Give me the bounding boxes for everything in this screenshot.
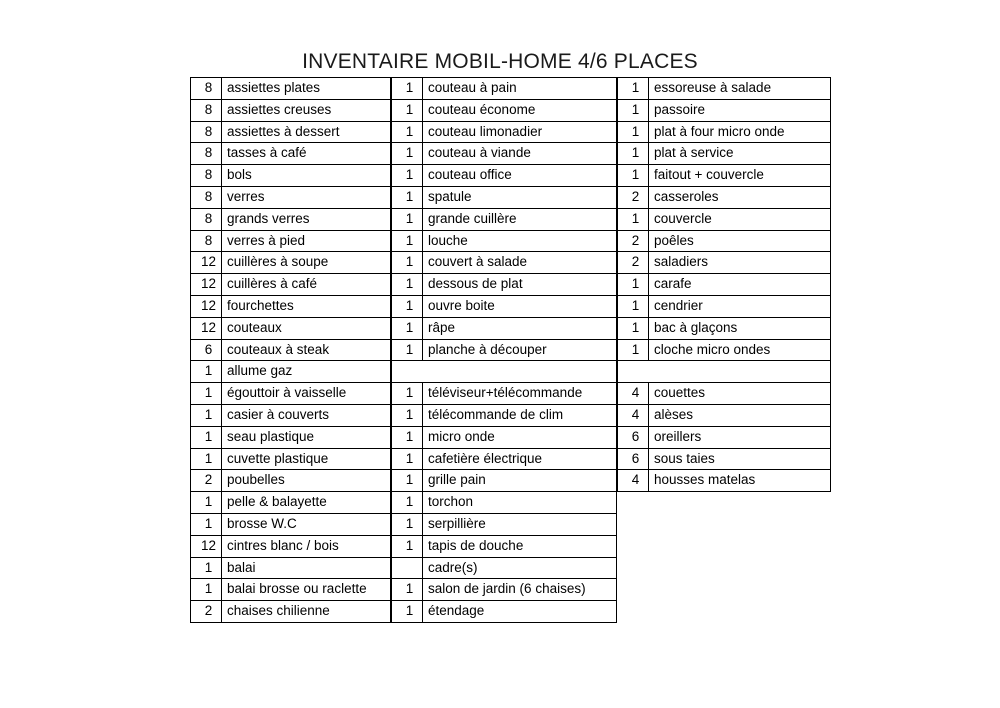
quantity-cell: 1 bbox=[191, 579, 222, 601]
quantity-cell: 8 bbox=[191, 143, 222, 165]
item-label-cell: cafetière électrique bbox=[423, 448, 617, 470]
item-label-cell: poubelles bbox=[222, 470, 391, 492]
quantity-cell: 2 bbox=[618, 252, 649, 274]
item-label-cell: oreillers bbox=[649, 426, 831, 448]
table-row bbox=[392, 208, 617, 230]
quantity-cell: 8 bbox=[191, 121, 222, 143]
quantity-cell: 2 bbox=[618, 230, 649, 252]
quantity-cell: 8 bbox=[191, 186, 222, 208]
table-spacer-row bbox=[392, 361, 617, 383]
quantity-cell: 2 bbox=[191, 601, 222, 623]
quantity-cell: 8 bbox=[191, 230, 222, 252]
table-spacer-row bbox=[618, 361, 831, 383]
table-row bbox=[618, 274, 831, 296]
item-label-cell: plat à four micro onde bbox=[649, 121, 831, 143]
item-label-cell: essoreuse à salade bbox=[649, 78, 831, 100]
table-row bbox=[191, 165, 391, 187]
table-row bbox=[618, 99, 831, 121]
quantity-cell: 8 bbox=[191, 99, 222, 121]
item-label-cell: téléviseur+télécommande bbox=[423, 383, 617, 405]
quantity-cell: 2 bbox=[191, 470, 222, 492]
item-label-cell: couteau office bbox=[423, 165, 617, 187]
item-label-cell: cloche micro ondes bbox=[649, 339, 831, 361]
item-label-cell: balai bbox=[222, 557, 391, 579]
item-label-cell: cendrier bbox=[649, 295, 831, 317]
quantity-cell: 1 bbox=[392, 252, 423, 274]
quantity-cell: 1 bbox=[392, 383, 423, 405]
item-label-cell: couvert à salade bbox=[423, 252, 617, 274]
table-row bbox=[392, 230, 617, 252]
table-row bbox=[191, 143, 391, 165]
quantity-cell: 1 bbox=[392, 121, 423, 143]
table-row bbox=[191, 295, 391, 317]
item-label-cell: tasses à café bbox=[222, 143, 391, 165]
item-label-cell: cadre(s) bbox=[423, 557, 617, 579]
item-label-cell: verres à pied bbox=[222, 230, 391, 252]
item-label-cell: étendage bbox=[423, 601, 617, 623]
item-label-cell: couettes bbox=[649, 383, 831, 405]
table-row bbox=[191, 492, 391, 514]
quantity-cell bbox=[392, 557, 423, 579]
quantity-cell: 1 bbox=[191, 448, 222, 470]
quantity-cell: 1 bbox=[392, 208, 423, 230]
item-label-cell: housses matelas bbox=[649, 470, 831, 492]
item-label-cell: brosse W.C bbox=[222, 513, 391, 535]
table-row bbox=[392, 252, 617, 274]
quantity-cell: 1 bbox=[191, 404, 222, 426]
item-label-cell: torchon bbox=[423, 492, 617, 514]
table-row bbox=[392, 339, 617, 361]
item-label-cell: louche bbox=[423, 230, 617, 252]
item-label-cell: cintres blanc / bois bbox=[222, 535, 391, 557]
quantity-cell: 1 bbox=[191, 513, 222, 535]
table-row bbox=[191, 99, 391, 121]
item-label-cell: couteau à viande bbox=[423, 143, 617, 165]
quantity-cell: 1 bbox=[618, 208, 649, 230]
table-row bbox=[191, 579, 391, 601]
quantity-cell: 6 bbox=[191, 339, 222, 361]
table-row bbox=[618, 186, 831, 208]
table-row bbox=[191, 448, 391, 470]
table-row bbox=[191, 339, 391, 361]
table-row bbox=[618, 383, 831, 405]
item-label-cell: alèses bbox=[649, 404, 831, 426]
quantity-cell: 1 bbox=[618, 339, 649, 361]
item-label-cell: salon de jardin (6 chaises) bbox=[423, 579, 617, 601]
table-row bbox=[392, 186, 617, 208]
item-label-cell: spatule bbox=[423, 186, 617, 208]
table-row bbox=[618, 470, 831, 492]
quantity-cell: 12 bbox=[191, 317, 222, 339]
quantity-cell: 1 bbox=[618, 78, 649, 100]
quantity-cell: 1 bbox=[392, 601, 423, 623]
quantity-cell: 1 bbox=[392, 448, 423, 470]
quantity-cell: 1 bbox=[618, 295, 649, 317]
quantity-cell: 1 bbox=[392, 404, 423, 426]
table-row bbox=[618, 208, 831, 230]
item-label-cell: carafe bbox=[649, 274, 831, 296]
item-label-cell: couteau limonadier bbox=[423, 121, 617, 143]
item-label-cell: serpillière bbox=[423, 513, 617, 535]
quantity-cell: 1 bbox=[392, 143, 423, 165]
table-row bbox=[392, 579, 617, 601]
table-row bbox=[618, 317, 831, 339]
item-label-cell: bols bbox=[222, 165, 391, 187]
item-label-cell: râpe bbox=[423, 317, 617, 339]
quantity-cell: 12 bbox=[191, 252, 222, 274]
quantity-cell: 1 bbox=[392, 492, 423, 514]
table-row bbox=[392, 601, 617, 623]
table-row bbox=[392, 426, 617, 448]
table-row bbox=[618, 426, 831, 448]
item-label-cell: chaises chilienne bbox=[222, 601, 391, 623]
quantity-cell: 1 bbox=[392, 470, 423, 492]
inventory-table-1 bbox=[190, 77, 391, 623]
quantity-cell: 1 bbox=[191, 557, 222, 579]
table-row bbox=[392, 121, 617, 143]
item-label-cell: saladiers bbox=[649, 252, 831, 274]
quantity-cell: 1 bbox=[618, 317, 649, 339]
quantity-cell: 1 bbox=[191, 361, 222, 383]
table-row bbox=[392, 557, 617, 579]
inventory-table-2 bbox=[391, 77, 617, 623]
table-row bbox=[392, 143, 617, 165]
inventory-column-2 bbox=[391, 77, 617, 623]
table-row bbox=[618, 230, 831, 252]
item-label-cell: cuillères à soupe bbox=[222, 252, 391, 274]
table-row bbox=[191, 78, 391, 100]
quantity-cell: 8 bbox=[191, 165, 222, 187]
item-label-cell: sous taies bbox=[649, 448, 831, 470]
quantity-cell: 2 bbox=[618, 186, 649, 208]
item-label-cell: fourchettes bbox=[222, 295, 391, 317]
item-label-cell: planche à découper bbox=[423, 339, 617, 361]
item-label-cell: pelle & balayette bbox=[222, 492, 391, 514]
table-row bbox=[392, 470, 617, 492]
table-row bbox=[191, 601, 391, 623]
quantity-cell: 6 bbox=[618, 448, 649, 470]
table-row bbox=[392, 535, 617, 557]
page-title: INVENTAIRE MOBIL-HOME 4/6 PLACES bbox=[302, 50, 698, 73]
item-label-cell: égouttoir à vaisselle bbox=[222, 383, 391, 405]
table-row bbox=[392, 295, 617, 317]
table-row bbox=[191, 426, 391, 448]
quantity-cell: 1 bbox=[618, 165, 649, 187]
item-label-cell: grande cuillère bbox=[423, 208, 617, 230]
table-row bbox=[392, 78, 617, 100]
quantity-cell: 8 bbox=[191, 78, 222, 100]
item-label-cell: poêles bbox=[649, 230, 831, 252]
item-label-cell: grille pain bbox=[423, 470, 617, 492]
item-label-cell: couteau économe bbox=[423, 99, 617, 121]
table-row bbox=[191, 186, 391, 208]
inventory-table-3 bbox=[617, 77, 831, 492]
item-label-cell: couvercle bbox=[649, 208, 831, 230]
quantity-cell: 1 bbox=[392, 426, 423, 448]
table-row bbox=[618, 339, 831, 361]
quantity-cell: 1 bbox=[191, 426, 222, 448]
table-row bbox=[392, 165, 617, 187]
quantity-cell: 1 bbox=[618, 121, 649, 143]
table-row bbox=[392, 448, 617, 470]
table-row bbox=[191, 513, 391, 535]
item-label-cell: seau plastique bbox=[222, 426, 391, 448]
inventory-column-1 bbox=[190, 77, 391, 623]
quantity-cell: 1 bbox=[392, 295, 423, 317]
item-label-cell: couteaux à steak bbox=[222, 339, 391, 361]
quantity-cell: 12 bbox=[191, 274, 222, 296]
item-label-cell: bac à glaçons bbox=[649, 317, 831, 339]
quantity-cell: 1 bbox=[392, 274, 423, 296]
table-row bbox=[191, 121, 391, 143]
item-label-cell: plat à service bbox=[649, 143, 831, 165]
table-row bbox=[392, 492, 617, 514]
item-label-cell: assiettes creuses bbox=[222, 99, 391, 121]
quantity-cell: 1 bbox=[392, 99, 423, 121]
item-label-cell: faitout + couvercle bbox=[649, 165, 831, 187]
quantity-cell: 1 bbox=[191, 383, 222, 405]
item-label-cell: dessous de plat bbox=[423, 274, 617, 296]
quantity-cell: 1 bbox=[392, 535, 423, 557]
table-row bbox=[191, 252, 391, 274]
quantity-cell: 4 bbox=[618, 404, 649, 426]
table-row bbox=[191, 230, 391, 252]
item-label-cell: télécommande de clim bbox=[423, 404, 617, 426]
table-row bbox=[618, 121, 831, 143]
quantity-cell: 1 bbox=[191, 492, 222, 514]
quantity-cell: 1 bbox=[392, 513, 423, 535]
item-label-cell: verres bbox=[222, 186, 391, 208]
table-row bbox=[392, 99, 617, 121]
quantity-cell: 8 bbox=[191, 208, 222, 230]
item-label-cell: grands verres bbox=[222, 208, 391, 230]
table-row bbox=[392, 274, 617, 296]
item-label-cell: casier à couverts bbox=[222, 404, 391, 426]
quantity-cell: 1 bbox=[392, 339, 423, 361]
item-label-cell: ouvre boite bbox=[423, 295, 617, 317]
item-label-cell: tapis de douche bbox=[423, 535, 617, 557]
spacer-cell bbox=[392, 361, 617, 383]
table-row bbox=[618, 252, 831, 274]
item-label-cell: cuillères à café bbox=[222, 274, 391, 296]
table-row bbox=[618, 448, 831, 470]
quantity-cell: 6 bbox=[618, 426, 649, 448]
table-row bbox=[191, 557, 391, 579]
quantity-cell: 1 bbox=[392, 78, 423, 100]
quantity-cell: 12 bbox=[191, 295, 222, 317]
table-row bbox=[191, 404, 391, 426]
table-row bbox=[618, 404, 831, 426]
item-label-cell: cuvette plastique bbox=[222, 448, 391, 470]
quantity-cell: 1 bbox=[392, 317, 423, 339]
table-row bbox=[392, 404, 617, 426]
item-label-cell: passoire bbox=[649, 99, 831, 121]
quantity-cell: 4 bbox=[618, 383, 649, 405]
item-label-cell: micro onde bbox=[423, 426, 617, 448]
table-row bbox=[618, 78, 831, 100]
item-label-cell: couteaux bbox=[222, 317, 391, 339]
table-row bbox=[618, 165, 831, 187]
table-row bbox=[191, 361, 391, 383]
spacer-cell bbox=[618, 361, 831, 383]
quantity-cell: 1 bbox=[618, 274, 649, 296]
item-label-cell: casseroles bbox=[649, 186, 831, 208]
table-row bbox=[392, 513, 617, 535]
quantity-cell: 12 bbox=[191, 535, 222, 557]
quantity-cell: 1 bbox=[392, 579, 423, 601]
item-label-cell: allume gaz bbox=[222, 361, 391, 383]
item-label-cell: balai brosse ou raclette bbox=[222, 579, 391, 601]
item-label-cell: assiettes plates bbox=[222, 78, 391, 100]
table-row bbox=[191, 470, 391, 492]
item-label-cell: assiettes à dessert bbox=[222, 121, 391, 143]
quantity-cell: 1 bbox=[392, 186, 423, 208]
table-row bbox=[191, 317, 391, 339]
quantity-cell: 4 bbox=[618, 470, 649, 492]
inventory-column-3 bbox=[617, 77, 831, 492]
table-row bbox=[618, 295, 831, 317]
quantity-cell: 1 bbox=[392, 230, 423, 252]
table-row bbox=[618, 143, 831, 165]
item-label-cell: couteau à pain bbox=[423, 78, 617, 100]
table-row bbox=[392, 317, 617, 339]
quantity-cell: 1 bbox=[618, 99, 649, 121]
table-row bbox=[191, 208, 391, 230]
table-row bbox=[392, 383, 617, 405]
table-row bbox=[191, 535, 391, 557]
table-row bbox=[191, 383, 391, 405]
quantity-cell: 1 bbox=[392, 165, 423, 187]
table-row bbox=[191, 274, 391, 296]
inventory-columns bbox=[190, 77, 831, 623]
quantity-cell: 1 bbox=[618, 143, 649, 165]
